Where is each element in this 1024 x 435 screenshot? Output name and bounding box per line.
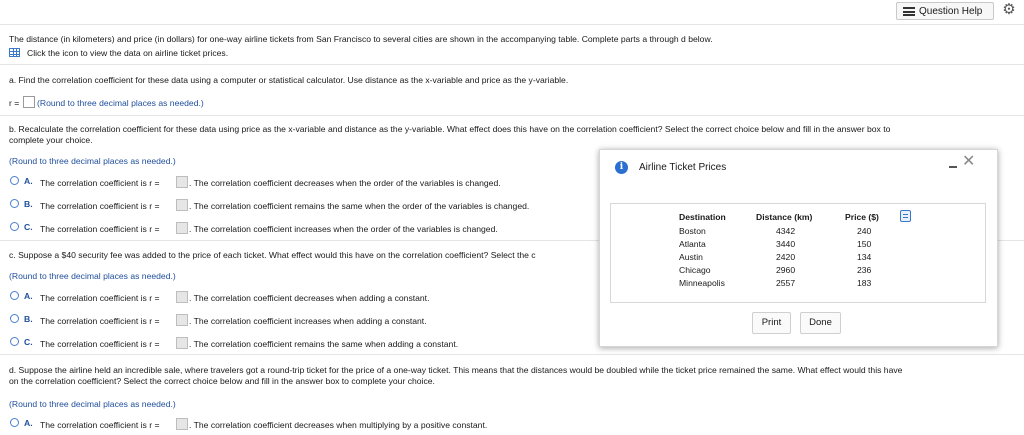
answer-box-c-c[interactable]	[176, 337, 188, 349]
option-prefix: The correlation coefficient is r =	[40, 201, 160, 211]
intro-text: The distance (in kilometers) and price (in dollars) for one-way airline tickets from San Francisco to several cities are shown in the accompanying table. Complete parts a through d below.	[9, 34, 713, 44]
answer-box-a[interactable]	[23, 96, 35, 108]
option-prefix: The correlation coefficient is r =	[40, 420, 160, 430]
table-cell: 236	[857, 265, 872, 275]
list-icon	[903, 7, 915, 16]
part-b-question: b. Recalculate the correlation coefficient for these data using price as the x-variable and distance as the y-variable. What effect does this have on the correlation coefficient? Select the correct choice below and fill in the answer box to	[9, 124, 891, 134]
option-text: . The correlation coefficient remains the same when adding a constant.	[189, 339, 459, 349]
table-cell: 240	[857, 226, 872, 236]
option-text: . The correlation coefficient decreases when the order of the variables is changed.	[189, 178, 501, 188]
print-button[interactable]: Print	[752, 312, 791, 334]
part-b-question-cont: complete your choice.	[9, 135, 93, 145]
data-popup	[599, 149, 998, 347]
divider	[0, 115, 1024, 116]
table-cell: 150	[857, 239, 872, 249]
question-help-label: Question Help	[919, 6, 983, 17]
divider	[0, 64, 1024, 65]
radio-b-a[interactable]	[10, 176, 19, 185]
option-text: . The correlation coefficient remains the same when the order of the variables is changed.	[189, 201, 530, 211]
column-header: Destination	[679, 212, 726, 222]
column-header: Price ($)	[845, 212, 879, 222]
radio-b-c[interactable]	[10, 222, 19, 231]
answer-box-b-a[interactable]	[176, 176, 188, 188]
table-cell: 183	[857, 278, 872, 288]
part-c-question: c. Suppose a $40 security fee was added to the price of each ticket. What effect would this have on the correlation coefficient? Select the c	[9, 250, 536, 260]
table-cell: 4342	[776, 226, 796, 236]
round-note: (Round to three decimal places as needed.)	[9, 156, 176, 166]
option-letter: A.	[24, 176, 33, 186]
question-help-button[interactable]	[896, 2, 994, 20]
option-text: . The correlation coefficient increases when adding a constant.	[189, 316, 427, 326]
table-cell: Atlanta	[679, 239, 706, 249]
table-cell: 3440	[776, 239, 796, 249]
option-text: . The correlation coefficient decreases when adding a constant.	[189, 293, 430, 303]
table-cell: 134	[857, 252, 872, 262]
answer-box-d-a[interactable]	[176, 418, 188, 430]
answer-box-b-c[interactable]	[176, 222, 188, 234]
close-icon[interactable]: ✕	[962, 153, 976, 170]
round-note: (Round to three decimal places as needed.)	[37, 98, 204, 108]
round-note: (Round to three decimal places as needed.)	[9, 271, 176, 281]
round-note: (Round to three decimal places as needed.)	[9, 399, 176, 409]
data-link[interactable]: Click the icon to view the data on airline ticket prices.	[27, 48, 229, 58]
copy-icon[interactable]	[900, 210, 911, 222]
option-letter: A.	[24, 291, 33, 301]
option-text: . The correlation coefficient decreases when multiplying by a positive constant.	[189, 420, 488, 430]
option-prefix: The correlation coefficient is r =	[40, 316, 160, 326]
option-prefix: The correlation coefficient is r =	[40, 224, 160, 234]
radio-c-b[interactable]	[10, 314, 19, 323]
divider	[0, 24, 1024, 25]
table-cell: Chicago	[679, 265, 711, 275]
info-icon: i	[615, 161, 628, 174]
gear-icon[interactable]: ⚙	[1002, 1, 1016, 18]
answer-box-b-b[interactable]	[176, 199, 188, 211]
table-icon[interactable]	[9, 48, 20, 57]
table-cell: 2960	[776, 265, 796, 275]
answer-box-c-a[interactable]	[176, 291, 188, 303]
done-button[interactable]: Done	[800, 312, 841, 334]
part-a-question: a. Find the correlation coefficient for these data using a computer or statistical calculator. Use distance as the x-variable and price as the y-variable.	[9, 75, 569, 85]
option-prefix: The correlation coefficient is r =	[40, 178, 160, 188]
divider	[0, 354, 1024, 355]
table-cell: 2557	[776, 278, 796, 288]
radio-d-a[interactable]	[10, 418, 19, 427]
minimize-icon[interactable]	[949, 166, 957, 168]
option-text: . The correlation coefficient increases when the order of the variables is changed.	[189, 224, 498, 234]
option-prefix: The correlation coefficient is r =	[40, 293, 160, 303]
part-d-question-cont: on the correlation coefficient? Select the correct choice below and fill in the answer box to complete your choice.	[9, 376, 435, 386]
answer-box-c-b[interactable]	[176, 314, 188, 326]
column-header: Distance (km)	[756, 212, 813, 222]
r-label: r =	[9, 98, 20, 108]
table-cell: Boston	[679, 226, 706, 236]
table-cell: Minneapolis	[679, 278, 725, 288]
part-d-question: d. Suppose the airline held an incredible sale, where travelers got a round-trip ticket for the price of a one-way ticket. This means that the distances would be doubled while the ticket price remained the same. What effect would this have	[9, 365, 903, 375]
radio-c-c[interactable]	[10, 337, 19, 346]
option-letter: B.	[24, 314, 33, 324]
option-letter: A.	[24, 418, 33, 428]
option-letter: C.	[24, 222, 33, 232]
radio-c-a[interactable]	[10, 291, 19, 300]
popup-title: Airline Ticket Prices	[639, 162, 727, 173]
table-cell: Austin	[679, 252, 703, 262]
table-cell: 2420	[776, 252, 796, 262]
radio-b-b[interactable]	[10, 199, 19, 208]
option-letter: B.	[24, 199, 33, 209]
option-prefix: The correlation coefficient is r =	[40, 339, 160, 349]
option-letter: C.	[24, 337, 33, 347]
